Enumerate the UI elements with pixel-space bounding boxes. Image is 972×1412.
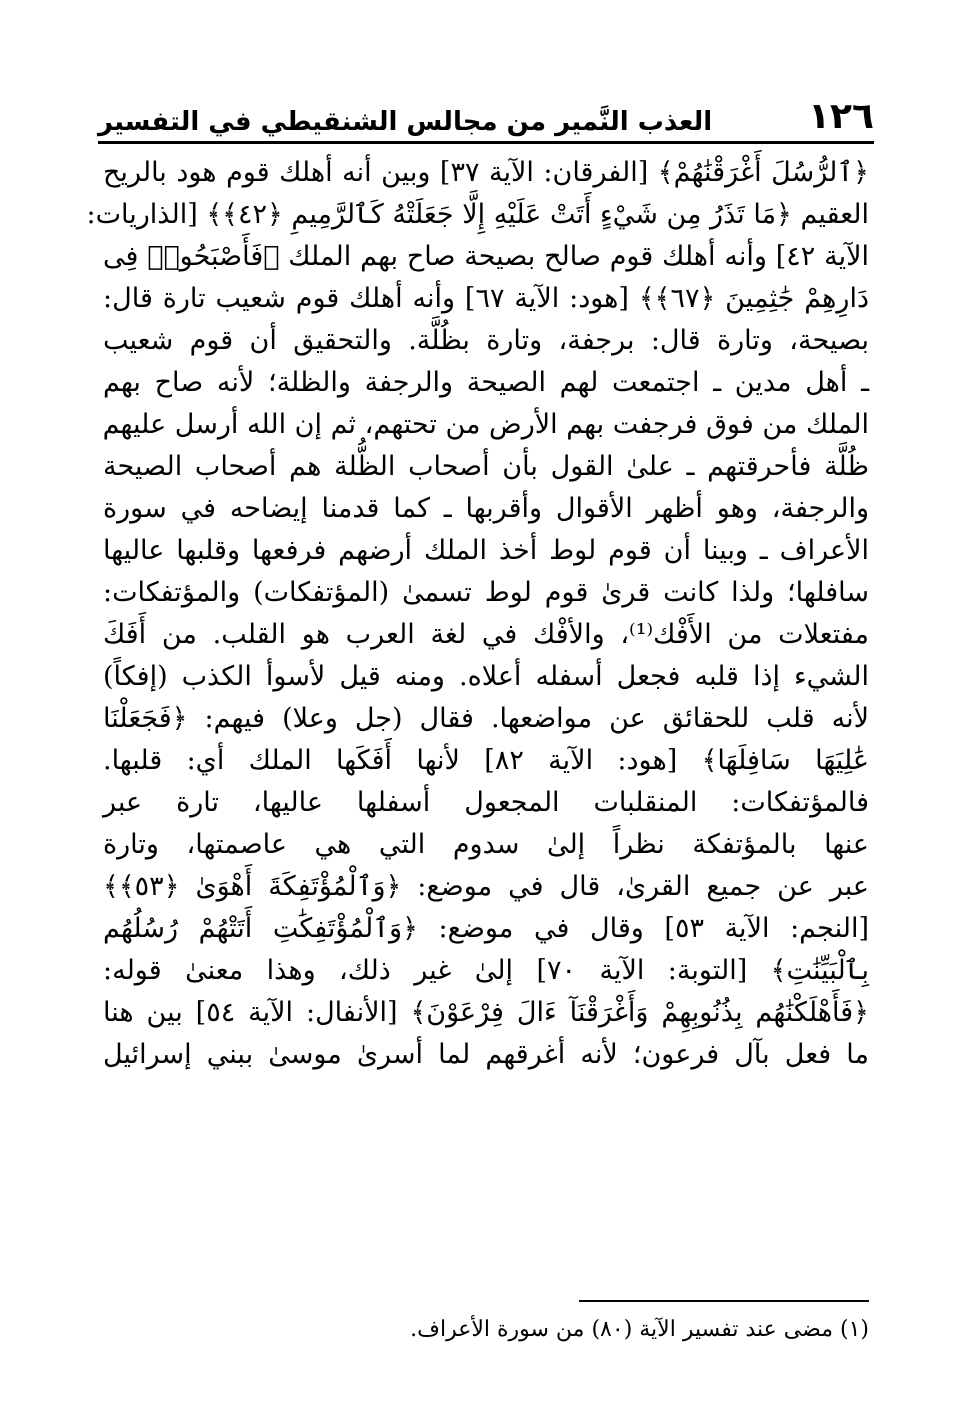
- running-title: العذب النَّمير من مجالس الشنقيطي في التفسير: [98, 107, 713, 137]
- text-line: ـ أهل مدين ـ اجتمعت لهم الصيحة والرجفة والظلة؛ لأنه صاح بهم: [103, 367, 869, 398]
- text-line: سافلها؛ ولذا كانت قرىٰ قوم لوط تسمىٰ (المؤتفكات) والمؤتفكات:: [103, 577, 869, 608]
- text-line: الشيء إذا قلبه فجعل أسفله أعلاه. ومنه قيل لأسوأ الكذب (إفكاً): [103, 661, 869, 692]
- text-line: الأعراف ـ وبينا أن قوم لوط أخذ الملك أرضهم فرفعها وقلبها عاليها: [103, 535, 869, 566]
- text-line: دَارِهِمْ جَٰثِمِينَ ﴿٦٧﴾﴾ [هود: الآية ٦٧] وأنه أهلك قوم شعيب تارة قال:: [103, 283, 869, 314]
- text-line: ما فعل بآل فرعون؛ لأنه أغرقهم لما أسرىٰ موسىٰ ببني إسرائيل: [103, 1039, 869, 1070]
- footnote: (١) مضى عند تفسير الآية (٨٠) من سورة الأعراف.: [410, 1317, 869, 1342]
- page-header: [98, 92, 874, 144]
- text-line: والرجفة، وهو أظهر الأقوال وأقربها ـ كما قدمنا إيضاحه في سورة: [103, 493, 869, 524]
- text-line: [النجم: الآية ٥٣] وقال في موضع: ﴿وَٱلْمُؤْتَفِكَٰتِ أَتَتْهُمْ رُسُلُهُم: [103, 913, 869, 944]
- text-line: بصيحة، وتارة قال: برجفة، وتارة بظُلَّة. والتحقيق أن قوم شعيب: [103, 325, 869, 356]
- text-line: الآية ٤٢] وأنه أهلك قوم صالح بصيحة صاح بهم الملك ﴿فَأَصْبَحُوا۟ فِى: [103, 241, 869, 272]
- body-text: [86, 152, 870, 1287]
- text-line: الملك من فوق فرجفت بهم الأرض من تحتهم، ثم إن الله أرسل عليهم: [102, 409, 869, 440]
- text-line: عنها بالمؤتفكة نظراً إلىٰ سدوم التي هي عاصمتها، وتارة: [103, 829, 869, 860]
- text-line: ﴿فَأَهْلَكْنَٰهُم بِذُنُوبِهِمْ وَأَغْرَقْنَآ ءَالَ فِرْعَوْنَ﴾ [الأنفال: الآية ٥٤] بين هنا: [103, 997, 869, 1028]
- text-line: عبر عن جميع القرىٰ، قال في موضع: ﴿وَٱلْمُؤْتَفِكَةَ أَهْوَىٰ ﴿٥٣﴾﴾: [103, 871, 869, 902]
- text-line: لأنه قلب للحقائق عن مواضعها. فقال (جل وعلا) فيهم: ﴿فَجَعَلْنَا: [103, 703, 869, 734]
- footnote-divider: [579, 1300, 869, 1302]
- text-line: بِٱلْبَيِّنَٰتِ﴾ [التوبة: الآية ٧٠] إلىٰ غير ذلك، وهذا معنىٰ قوله:: [103, 955, 870, 986]
- text-line: عَٰلِيَهَا سَافِلَهَا﴾ [هود: الآية ٨٢] لأنها أَفَكَها الملك أي: قلبها.: [103, 745, 869, 776]
- text-line: العقيم ﴿مَا تَذَرُ مِن شَيْءٍ أَتَتْ عَلَيْهِ إِلَّا جَعَلَتْهُ كَٱلرَّمِيمِ ﴿٤٢﴾﴾ [الذاريات:: [86, 199, 869, 230]
- text-line: ظُلَّة فأحرقتهم ـ علىٰ القول بأن أصحاب الظُّلة هم أصحاب الصيحة: [103, 451, 869, 482]
- text-line: فالمؤتفكات: المنقلبات المجعول أسفلها عاليها، تارة عبر: [103, 787, 869, 818]
- text-line: مفتعلات من الأَفْك⁽¹⁾، والأفْك في لغة العرب هو القلب. من أَفَكَ: [103, 619, 869, 650]
- page-number: ١٢٦: [808, 96, 874, 137]
- text-line: ﴿ٱلرُّسُلَ أَغْرَقْنَٰهُمْ﴾ [الفرقان: الآية ٣٧] وبين أنه أهلك قوم هود بالريح: [103, 157, 869, 188]
